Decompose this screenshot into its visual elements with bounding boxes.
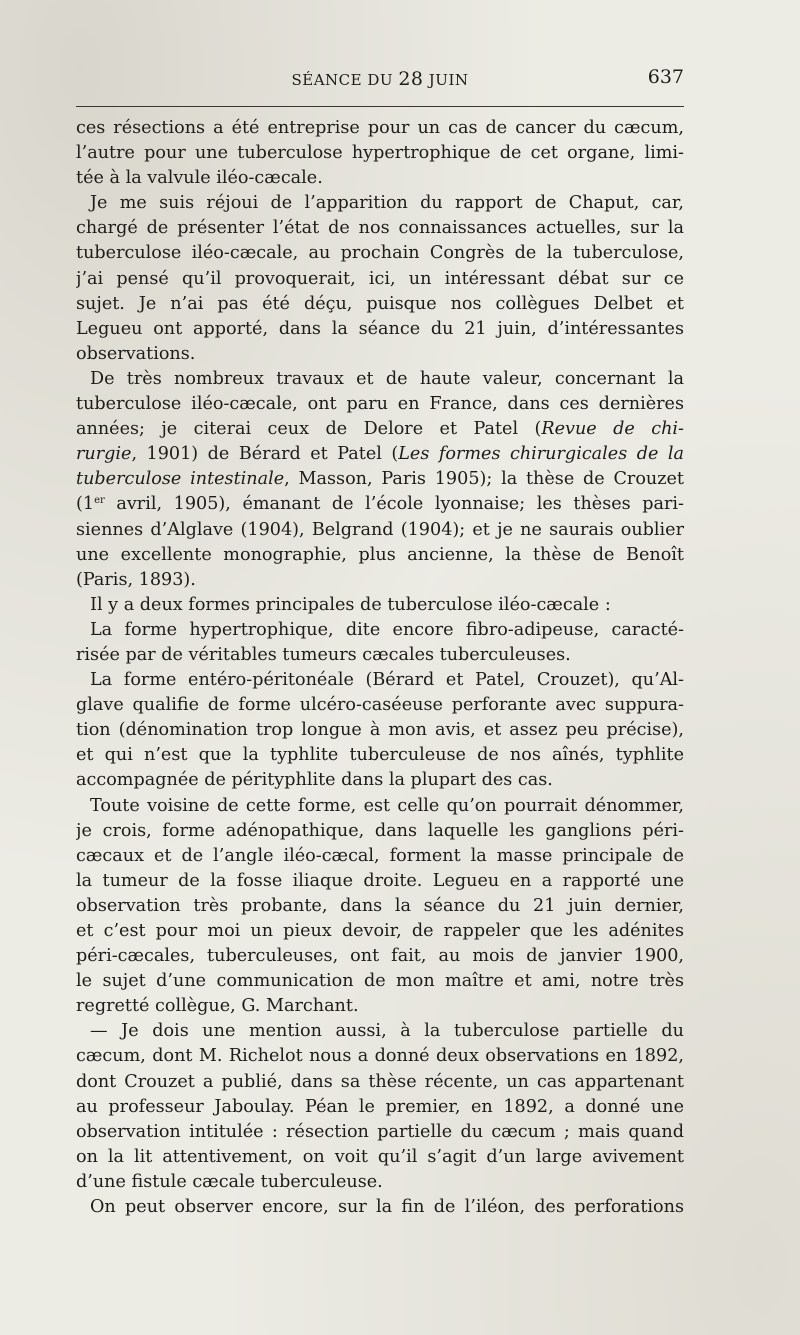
text-line: ces résections a été entreprise pour un cas de cancer du cæcum, <box>76 118 684 138</box>
text-line <box>76 417 684 442</box>
text-line: péri-cæcales, tuberculeuses, ont fait, au mois de janvier 1900, <box>76 946 684 967</box>
text-line: siennes d’Alglave (1904), Belgrand (1904); et je ne saurais oublier <box>76 519 684 540</box>
text-line: au professeur Jaboulay. Péan le premier, en 1892, a donné une <box>76 1096 684 1117</box>
text-fragment: , Masson, Paris 1905); la thèse de Crouzet <box>284 469 684 490</box>
text-line: La forme entéro-péritonéale (Bérard et Patel, Crouzet), qu’Al- <box>90 670 684 691</box>
text-line: regretté collègue, G. Marchant. <box>76 996 359 1017</box>
text-line: sujet. Je n’ai pas été déçu, puisque nos collègues Delbet et <box>76 293 684 314</box>
text-line: je crois, forme adénopathique, dans laquelle les ganglions péri- <box>76 820 684 841</box>
book-title-italic: Les formes chirurgicales de la <box>398 444 684 465</box>
text-fragment: , 1901) de Bérard et Patel ( <box>131 444 399 465</box>
text-line: dont Crouzet a publié, dans sa thèse récente, un cas appartenant <box>76 1071 684 1092</box>
text-line: observations. <box>76 343 196 364</box>
text-line: observation intitulée : résection partielle du cæcum ; mais quand <box>76 1121 684 1142</box>
text-line: cæcum, dont M. Richelot nous a donné deux observations en 1892, <box>76 1046 684 1067</box>
text-line <box>76 492 684 517</box>
text-line: Toute voisine de cette forme, est celle qu’on pourrait dénommer, <box>90 795 684 816</box>
book-title-italic: tuberculose intestinale <box>76 469 285 490</box>
text-line: on la lit attentivement, on voit qu’il s’agit d’un large avivement <box>76 1146 684 1167</box>
journal-title-italic: rurgie <box>76 444 132 465</box>
text-line: observation très probante, dans la séance du 21 juin dernier, <box>76 895 684 916</box>
text-line: chargé de présenter l’état de nos connaissances actuelles, sur la <box>76 218 684 239</box>
text-line: une excellente monographie, plus ancienne, la thèse de Benoît <box>76 544 684 565</box>
text-line: et qui n’est que la typhlite tuberculeuse de nos aînés, typhlite <box>76 745 684 766</box>
text-line: Je me suis réjoui de l’apparition du rapport de Chaput, car, <box>90 193 684 214</box>
text-line: On peut observer encore, sur la fin de l’iléon, des perforations <box>90 1197 684 1218</box>
running-title-date: 28 <box>398 68 424 90</box>
text-fragment: années; je citerai ceux de Delore et Patel ( <box>76 419 542 440</box>
text-line: l’autre pour une tuberculose hypertrophique de cet organe, limi- <box>76 143 684 164</box>
running-title-prefix: SÉANCE DU <box>291 71 399 89</box>
text-line: (Paris, 1893). <box>76 569 196 590</box>
text-line: — Je dois une mention aussi, à la tuberculose partielle du <box>90 1021 684 1042</box>
text-line: la tumeur de la fosse iliaque droite. Legueu en a rapporté une <box>76 870 684 891</box>
running-title <box>76 68 684 90</box>
text-line: Legueu ont apporté, dans la séance du 21 juin, d’intéressantes <box>76 318 684 339</box>
text-line: j’ai pensé qu’il provoquerait, ici, un intéressant débat sur ce <box>76 268 684 289</box>
text-line: accompagnée de pérityphlite dans la plupart des cas. <box>76 770 553 791</box>
text-line: tion (dénomination trop longue à mon avis, et assez peu précise), <box>76 720 684 741</box>
page-header <box>76 64 684 92</box>
running-title-suffix: JUIN <box>423 71 469 89</box>
text-line: De très nombreux travaux et de haute valeur, concernant la <box>90 368 684 389</box>
text-line: risée par de véritables tumeurs cæcales tuberculeuses. <box>76 644 571 665</box>
text-line: tuberculose iléo-cæcale, ont paru en France, dans ces dernières <box>76 394 684 415</box>
text-line: tée à la valvule iléo-cæcale. <box>76 168 323 189</box>
text-line: La forme hypertrophique, dite encore fibro-adipeuse, caracté- <box>90 619 684 640</box>
text-fragment: (1 <box>76 494 95 515</box>
body-text <box>76 116 684 1220</box>
header-rule <box>76 106 684 107</box>
journal-title-italic: Revue de chi- <box>541 419 684 440</box>
ordinal-superscript: er <box>94 495 105 507</box>
page-number: 637 <box>647 66 684 88</box>
text-line: et c’est pour moi un pieux devoir, de rappeler que les adénites <box>76 921 684 941</box>
text-line: cæcaux et de l’angle iléo-cæcal, forment la masse principale de <box>76 845 684 866</box>
text-line: glave qualifie de forme ulcéro-caséeuse perforante avec suppura- <box>76 695 684 716</box>
text-fragment: avril, 1905), émanant de l’école lyonnaise; les thèses pari- <box>104 494 684 515</box>
text-line: le sujet d’une communication de mon maître et ami, notre très <box>76 971 684 992</box>
text-line: d’une fistule cæcale tuberculeuse. <box>76 1171 383 1192</box>
text-line <box>76 442 684 467</box>
text-line: tuberculose iléo-cæcale, au prochain Congrès de la tuberculose, <box>76 243 684 264</box>
text-line <box>76 467 684 492</box>
text-line: Il y a deux formes principales de tuberculose iléo-cæcale : <box>90 594 611 615</box>
